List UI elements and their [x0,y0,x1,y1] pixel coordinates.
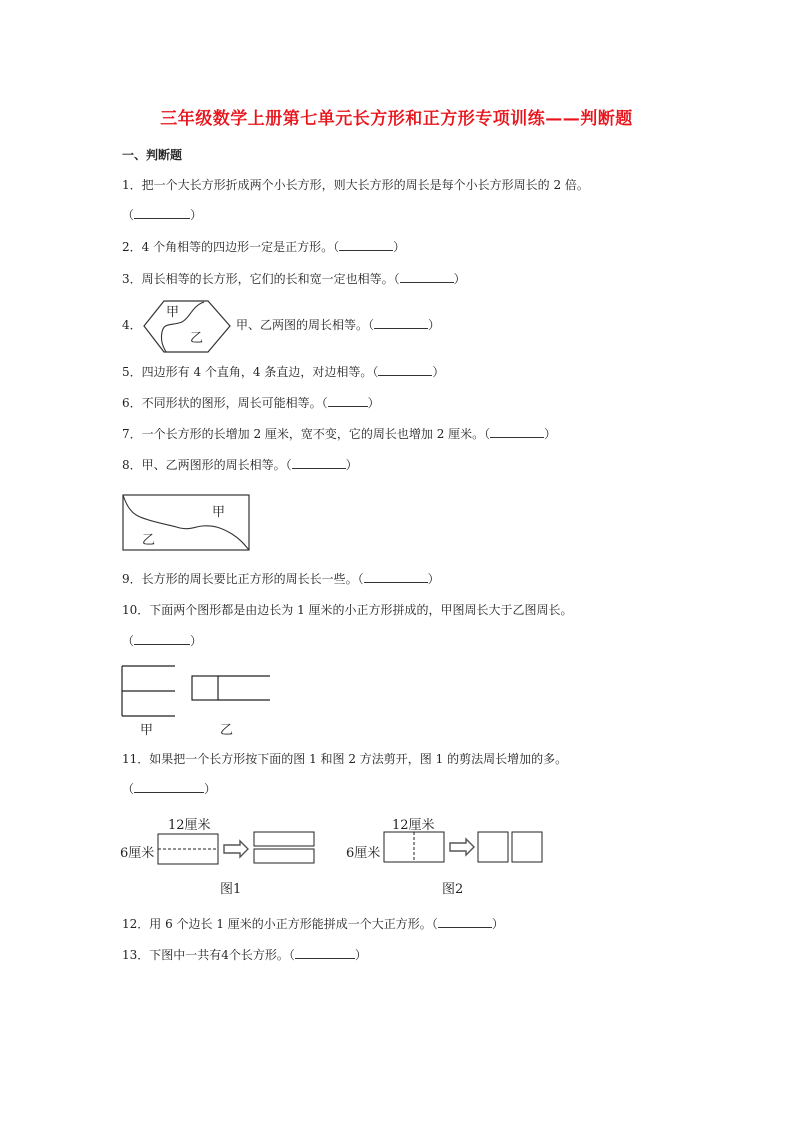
answer-blank[interactable] [339,240,393,251]
question-12 [122,917,504,931]
question-text: 甲、乙两图形的周长相等。（ [141,458,292,472]
figure-caption: 图1 [220,882,242,897]
answer-blank[interactable] [295,948,355,959]
question-text: 不同形状的图形，周长可能相等。（ [141,396,328,410]
answer-10 [122,634,202,648]
question-number: 5． [122,365,142,379]
question-number: 1． [122,178,142,192]
answer-blank[interactable] [134,782,204,793]
paren-close: ） [190,634,203,648]
svg-text:乙: 乙 [142,533,156,548]
paren-close: ） [453,272,466,286]
svg-text:甲: 甲 [166,305,180,320]
question-text: 把一个大长方形折成两个小长方形，则大长方形的周长是每个小长方形周长的 2 倍。 [141,178,589,192]
question-text: 如果把一个长方形按下面的图 1 和图 2 方法剪开，图 1 的剪法周长增加的多。 [149,752,568,766]
cut-diagram-1 [120,812,330,872]
question-number: 4． [122,318,142,332]
question-4-number [122,318,142,332]
question-number: 8． [122,458,142,472]
paren-close: ） [204,782,217,796]
question-7 [122,427,556,441]
question-text: 一个长方形的长增加 2 厘米，宽不变，它的周长也增加 2 厘米。（ [141,427,491,441]
question-number: 6． [122,396,142,410]
answer-blank[interactable] [378,365,432,376]
cut-figure-1 [120,812,330,897]
answer-blank[interactable] [364,572,428,583]
question-number: 12． [122,917,150,931]
length-label: 12厘米 [168,818,211,833]
cut-diagram-2 [346,812,556,872]
question-13 [122,948,367,962]
question-text: 甲、乙两图的周长相等。（ [236,318,375,332]
square-tiles-figure [120,664,280,736]
question-number: 3． [122,272,142,286]
question-text: 4 个角相等的四边形一定是正方形。（ [141,240,340,254]
svg-text:乙: 乙 [190,331,204,346]
question-5 [122,365,444,379]
question-text: 用 6 个边长 1 厘米的小正方形能拼成一个大正方形。（ [149,917,438,931]
question-3 [122,272,466,286]
svg-text:甲: 甲 [140,723,154,736]
paren-close: ） [190,208,203,222]
paren-close: ） [367,396,380,410]
question-text: 周长相等的长方形，它们的长和宽一定也相等。（ [141,272,400,286]
paren-close: ） [354,948,367,962]
question-text: 四边形有 4 个直角，4 条直边，对边相等。（ [141,365,379,379]
svg-text:乙: 乙 [220,723,234,736]
question-number: 2． [122,240,142,254]
question-number: 13． [122,948,150,962]
paren-close: ） [544,427,557,441]
answer-blank[interactable] [292,458,346,469]
question-8 [122,458,358,472]
section-heading: 一、判断题 [122,148,183,162]
question-2 [122,240,405,254]
answer-blank[interactable] [374,318,428,329]
question-11 [122,752,567,766]
svg-text:甲: 甲 [212,505,226,520]
question-text: 下图中一共有4个长方形。（ [149,948,295,962]
answer-blank[interactable] [328,396,368,407]
answer-blank[interactable] [400,272,454,283]
answer-blank[interactable] [134,208,190,219]
question-number: 9． [122,572,142,586]
question-number: 7． [122,427,142,441]
answer-1 [122,208,202,222]
width-label: 6厘米 [120,846,155,861]
paren-open: （ [122,634,135,648]
paren-close: ） [427,572,440,586]
question-number: 10． [122,603,150,617]
paren-close: ） [345,458,358,472]
answer-11 [122,782,216,796]
question-4 [236,318,440,332]
paren-close: ） [393,240,406,254]
question-text: 长方形的周长要比正方形的周长长一些。（ [141,572,364,586]
question-number: 11． [122,752,150,766]
question-10 [122,603,573,617]
answer-blank[interactable] [438,917,492,928]
question-text: 下面两个图形都是由边长为 1 厘米的小正方形拼成的，甲图周长大于乙图周长。 [149,603,573,617]
paren-open: （ [122,208,135,222]
document-title: 三年级数学上册第七单元长方形和正方形专项训练——判断题 [160,109,633,129]
paren-close: ） [432,365,445,379]
paren-open: （ [122,782,135,796]
answer-blank[interactable] [490,427,544,438]
hexagon-figure [142,298,234,356]
width-label: 6厘米 [346,846,381,861]
cut-figure-2 [346,812,556,897]
rectangle-curve-figure [122,494,252,552]
paren-close: ） [428,318,441,332]
figure-caption: 图2 [442,882,464,897]
question-9 [122,572,440,586]
paren-close: ） [491,917,504,931]
question-6 [122,396,380,410]
length-label: 12厘米 [392,818,435,833]
question-1 [122,178,589,192]
answer-blank[interactable] [134,634,190,645]
